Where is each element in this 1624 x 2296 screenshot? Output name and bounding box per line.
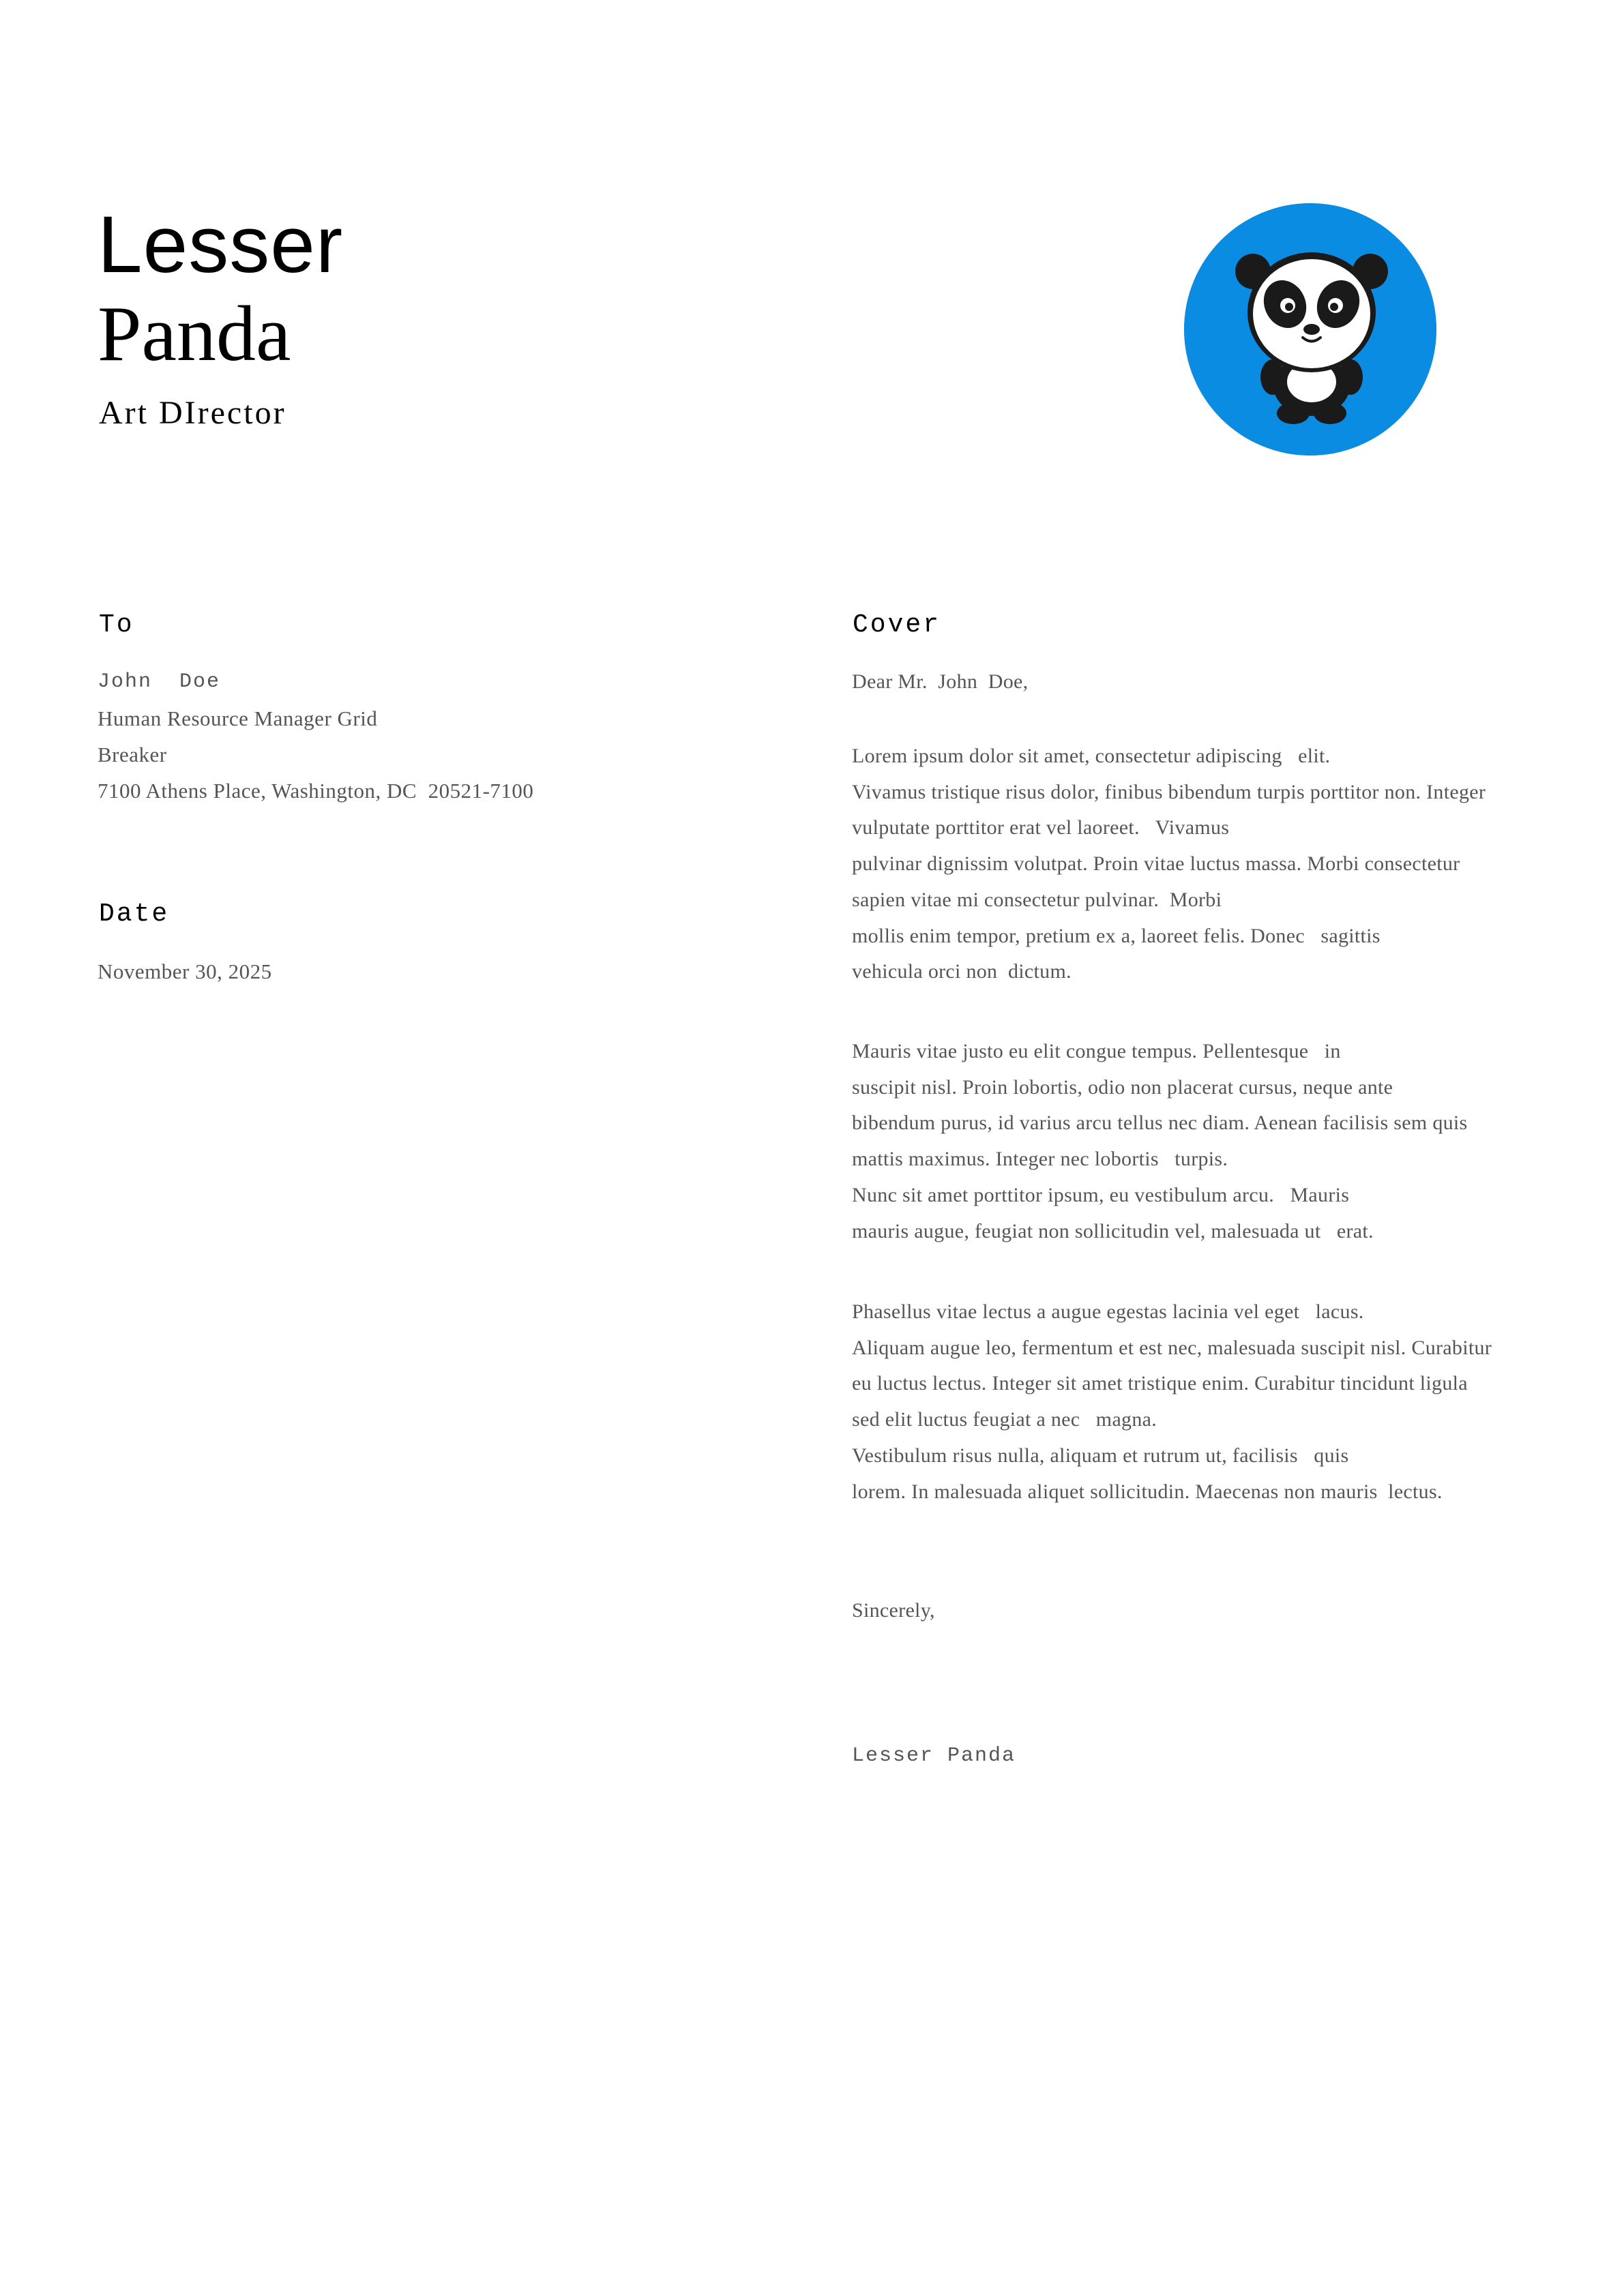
paragraph-line: vehicula orci non dictum. [852,960,1072,983]
paragraph-line: Lorem ipsum dolor sit amet, consectetur adipiscing elit. [852,745,1331,767]
paragraph-line: Aliquam augue leo, fermentum et est nec, malesuada suscipit nisl. Curabitur [852,1336,1492,1359]
job-title: Art DIrector [99,395,286,431]
paragraph-line: Mauris vitae justo eu elit congue tempus. Pellentesque in [852,1040,1341,1062]
signature: Lesser Panda [852,1744,1016,1768]
letter-paragraph-3 [852,1294,1572,1510]
salutation-text: Dear Mr. John Doe, [852,670,1029,693]
to-heading: To [99,610,134,640]
recipient-line: Breaker [98,743,167,766]
paragraph-line: vulputate porttitor erat vel laoreet. Vivamus [852,816,1230,839]
paragraph-line: suscipit nisl. Proin lobortis, odio non placerat cursus, neque ante [852,1075,1393,1099]
date-value: November 30, 2025 [98,959,272,983]
letter-paragraph-1 [852,739,1572,990]
cover-heading: Cover [853,610,941,640]
letter-paragraph-2 [852,1034,1572,1249]
paragraph-line: Nunc sit amet porttitor ipsum, eu vestibulum arcu. Mauris [852,1183,1350,1206]
first-name: Lesser [98,200,344,290]
last-name: Panda [98,290,291,378]
paragraph-line: Vestibulum risus nulla, aliquam et rutrum ut, facilisis quis [852,1444,1349,1467]
paragraph-line: sed elit luctus feugiat a nec magna. [852,1408,1157,1431]
closing-text: Sincerely, [852,1599,935,1622]
paragraph-line: eu luctus lectus. Integer sit amet tristique enim. Curabitur tincidunt ligula [852,1372,1468,1395]
paragraph-line: Vivamus tristique risus dolor, finibus bibendum turpis porttitor non. Integer [852,780,1486,803]
recipient-name: John Doe [98,670,221,694]
paragraph-line: Phasellus vitae lectus a augue egestas lacinia vel eget lacus. [852,1300,1364,1323]
paragraph-line: mattis maximus. Integer nec lobortis turpis. [852,1148,1228,1171]
recipient-line: Human Resource Manager Grid [98,706,378,730]
date-heading: Date [99,899,170,929]
date-block [98,953,780,989]
salutation [852,664,1572,700]
paragraph-line: bibendum purus, id varius arcu tellus nec diam. Aenean facilisis sem quis [852,1112,1468,1135]
paragraph-line: mollis enim tempor, pretium ex a, laoreet felis. Donec sagittis [852,924,1381,947]
paragraph-line: sapien vitae mi consectetur pulvinar. Morbi [852,888,1222,911]
closing [852,1593,1572,1629]
recipient-line: 7100 Athens Place, Washington, DC 20521-7100 [98,779,534,803]
paragraph-line: mauris augue, feugiat non sollicitudin vel, malesuada ut erat. [852,1219,1374,1242]
panda-avatar-icon [1184,203,1436,456]
paragraph-line: lorem. In malesuada aliquet sollicitudin. Maecenas non mauris lectus. [852,1480,1443,1503]
recipient-block [98,664,780,809]
paragraph-line: pulvinar dignissim volutpat. Proin vitae luctus massa. Morbi consectetur [852,852,1460,876]
